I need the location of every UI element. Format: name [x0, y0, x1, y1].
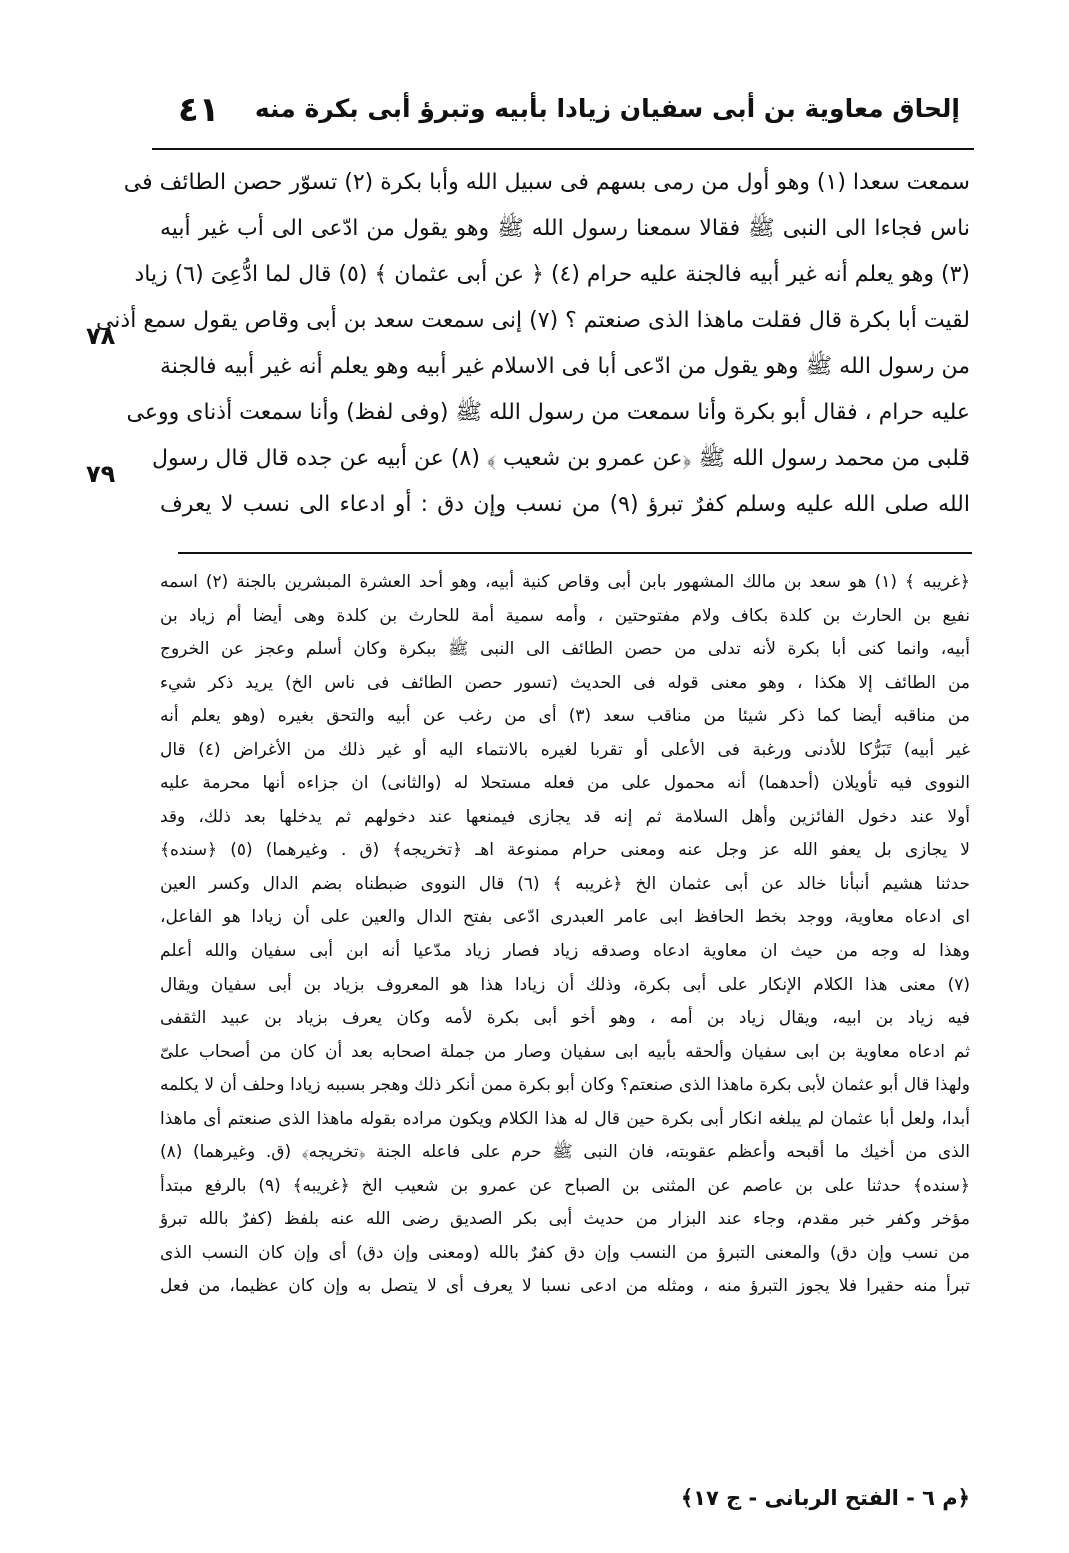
note-line: أولا عند دخول الفائزين وأهل السلامة ثم إنه قد يجازى فيمنعها عند دخولهم ثم يدخلها بعد ذلك، وقد	[160, 806, 970, 827]
note-line: مؤخر وكفر خبر مقدم، وجاء عند البزار من حديث أبى بكر الصديق رضى الله عنه بلفظ (كفرٌ بالله تبرؤ	[160, 1209, 970, 1230]
text-line: من رسول الله ﷺ وهو يقول من ادّعى أبا فى الاسلام غير أبيه وهو يعلم أنه غير أبيه فالجنة	[160, 354, 970, 379]
text-line: (٣) وهو يعلم أنه غير أبيه فالجنة عليه حرام (٤) ﴿ عن أبى عثمان ﴾ (٥) قال لما ادُّعِىَ (٦) زياد	[134, 262, 970, 287]
signature-mark: ﴿م ٦ - الفتح الربانى - ج ١٧﴾	[680, 1486, 970, 1510]
note-line: لا يجازى بل يعفو الله عز وجل عنه ومعنى حرام ممنوعة اهـ ﴿تخريجه﴾ (ق . وغيرهما) (٥) ﴿سنده﴾	[160, 840, 970, 861]
note-line: الذى من أخيك ما أقبحه وأعظم عقوبته، فان النبى ﷺ حرم على فاعله الجنة ﴿تخريجه﴾ (ق. وغيرهما) (٨)	[160, 1142, 970, 1163]
note-line: ثم ادعاه معاوية بن ابى سفيان وألحقه بأبيه ابى سفيان وصار من جملة اصحابه بعد أن كان من أصحاب علىّ	[160, 1041, 970, 1062]
note-line: (٧) معنى هذا الكلام الإنكار على أبى بكرة، وذلك أن زيادا هذا هو المعروف بزياد بن أبى سفيان ويقال	[160, 974, 970, 995]
header-rule	[152, 148, 974, 150]
footnote-rule	[178, 552, 972, 554]
page-header	[160, 90, 970, 140]
note-line: حدثنا هشيم أنبأنا خالد عن أبى عثمان الخ ﴿غريبه ﴾ (٦) قال النووى ضبطناه بضم الدال وكسر العين	[160, 873, 971, 894]
text-line: قلبى من محمد رسول الله ﷺ ﴿عن عمرو بن شعيب ﴾ (٨) عن أبيه عن جده قال قال رسول	[152, 446, 970, 471]
note-line: النووى فيه تأويلان (أحدهما) أنه محمول على من فعله مستحلا له (والثانى) ان جزاءه أنها محرمة عليه	[160, 773, 970, 794]
note-line: من مناقبه أيضا كما ذكر شيئا من مناقب سعد (٣) أى من رغب عن أبيه والتحق بغيره (وهو يعلم أنه	[160, 706, 970, 727]
text-line: سمعت سعدا (١) وهو أول من رمى بسهم فى سبيل الله وأبا بكرة (٢) تسوّر حصن الطائف فى	[123, 170, 970, 195]
text-line: الله صلى الله عليه وسلم كفرٌ تبرؤ (٩) من نسب وإن دق : أو ادعاء الى نسب لا يعرف	[160, 492, 970, 517]
commentary-notes	[160, 566, 970, 1304]
note-line: من نسب وإن دق) والمعنى التبرؤ من النسب وإن دق كفرٌ بالله (ومعنى وإن دق) أى وإن كان النسب الذى	[160, 1242, 970, 1263]
note-line: ﴿غريبه ﴾ (١) هو سعد بن مالك المشهور بابن أبى وقاص كنية أبيه، وهو أحد العشرة المبشرين بالجنة (٢) اسمه	[160, 572, 971, 592]
margin-hadith-number: ٧٩	[86, 460, 116, 488]
note-line: فيه زياد بن ابيه، ويقال زياد بن أمه ، وهو أخو أبى بكرة لأمه وكان يعرف بزياد بن عبيد الثقفى	[160, 1008, 970, 1029]
note-line: ﴿سنده﴾ حدثنا على بن عاصم عن المثنى بن الصباح عن عمرو بن شعيب الخ ﴿غريبه﴾ (٩) بالرفع مبتدأ	[160, 1175, 970, 1196]
text-line: عليه حرام ، فقال أبو بكرة وأنا سمعت من رسول الله ﷺ (وفى لفظ) وأنا سمعت أذناى ووعى	[126, 400, 970, 425]
note-line: أبيه، وانما كنى أبا بكرة لأنه تدلى من حصن الطائف الى النبى ﷺ ببكرة وكان أسلم وعجز عن الخروج	[160, 639, 970, 660]
running-title: إلحاق معاوية بن أبى سفيان زيادا بأبيه وتبرؤ أبى بكرة منه	[254, 94, 960, 123]
note-line: أبدا، ولعل أبا عثمان لم يبلغه انكار أبى بكرة حين قال له هذا الكلام ويكون مراده بقوله ماهذا الذى صنعتم أى ماهذا	[160, 1108, 970, 1129]
text-line: لقيت أبا بكرة قال فقلت ماهذا الذى صنعتم ؟ (٧) إنى سمعت سعد بن أبى وقاص يقول سمع أذنى	[95, 308, 970, 333]
margin-hadith-number: ٧٨	[86, 322, 116, 350]
note-line: تبرأ منه حقيرا فلا يجوز التبرؤ منه ، ومثله من ادعى نسبا لا يعرف أى لا يتصل به وإن كان عظيما، من فعل	[160, 1276, 970, 1297]
note-line: وهذا له وجه من حيث ان معاوية ادعاه وصدقه زياد فصار زياد مدّعيا أنه ابن أبى سفيان والله أعلم	[160, 941, 970, 962]
note-line: من الطائف إلا هكذا ، وهو معنى قوله فى الحديث (تسور حصن الطائف فى ناس الخ) يريد ذكر شيء	[160, 672, 970, 693]
page-number: ٤١	[178, 90, 220, 130]
note-line: نفيع بن الحارث بن كلدة بكاف ولام مفتوحتين ، وأمه سمية أمة للحارث بن كلدة وهى أيضا أم زياد بن	[160, 605, 970, 626]
note-line: اى ادعاه معاوية، ووجد بخط الحافظ ابى عامر العبدرى ادّعى بفتح الدال والعين على أن زيادا هو الفاعل،	[160, 907, 970, 928]
note-line: ولهذا قال أبو عثمان لأبى بكرة ماهذا الذى صنعتم؟ وكان أبو بكرة ممن أنكر ذلك وهجر بسببه زيادا وحلف أن لا يكلمه	[160, 1075, 970, 1096]
text-line: ناس فجاءا الى النبى ﷺ فقالا سمعنا رسول الله ﷺ وهو يقول من ادّعى الى أب غير أبيه	[160, 216, 970, 241]
note-line: غير أبيه) تَبَرُّكا للأدنى ورغبة فى الأعلى أو تقربا لغيره بالانتماء اليه أو غير ذلك من الأغراض (٤) قال	[160, 739, 970, 760]
